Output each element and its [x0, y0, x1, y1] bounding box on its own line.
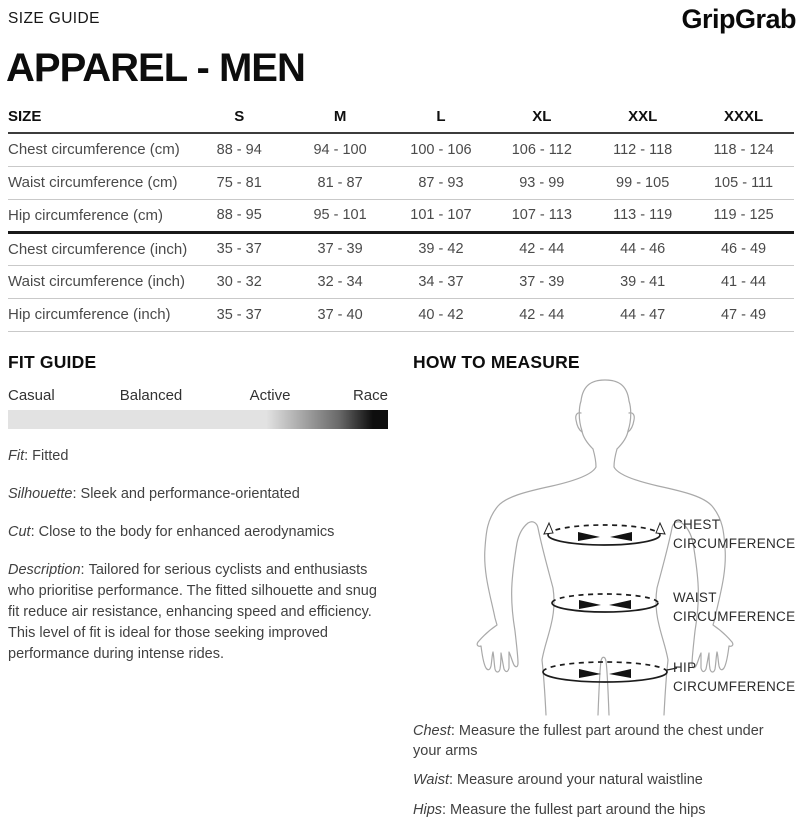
size-value-cell: 37 - 40 [290, 298, 391, 331]
size-value-cell: 81 - 87 [290, 166, 391, 199]
size-value-cell: 32 - 34 [290, 265, 391, 298]
spec-label: Cut [8, 524, 31, 541]
row-label: Chest circumference (cm) [8, 133, 189, 166]
size-value-cell: 39 - 41 [592, 265, 693, 298]
table-row-hip-cm [8, 199, 794, 232]
size-value-cell: 42 - 44 [491, 232, 592, 265]
size-value-cell: 47 - 49 [693, 298, 794, 331]
instruction-waist [413, 771, 775, 791]
row-label: Chest circumference (inch) [8, 232, 189, 265]
size-value-cell: 42 - 44 [491, 298, 592, 331]
column-header-size: SIZE [8, 101, 189, 133]
body-measurement-diagram [411, 373, 799, 718]
size-value-cell: 30 - 32 [189, 265, 290, 298]
chest-tape-dashed-arc [548, 525, 660, 535]
fit-guide-heading: FIT GUIDE [8, 352, 97, 372]
figure-inner-legs [598, 657, 609, 715]
size-value-cell: 119 - 125 [693, 199, 794, 232]
size-value-cell: 106 - 112 [491, 133, 592, 166]
spec-line-description [8, 560, 388, 665]
size-value-cell: 35 - 37 [189, 298, 290, 331]
column-header-l: L [391, 101, 492, 133]
spec-text: Sleek and performance-orientated [80, 486, 300, 503]
waist-circumference-label-line2: CIRCUMFERENCE [673, 609, 796, 624]
instruction-separator: : [442, 801, 447, 818]
waist-arrow-right [609, 600, 631, 609]
spec-separator: : [24, 448, 29, 464]
size-table [8, 101, 794, 332]
row-label: Hip circumference (cm) [8, 199, 189, 232]
hip-arrow-right [609, 669, 631, 678]
chest-tape-tip-left [544, 523, 553, 534]
spec-separator: : [72, 486, 77, 503]
fit-guide-section [8, 352, 388, 665]
figure-body-left [477, 449, 596, 715]
size-value-cell: 105 - 111 [693, 166, 794, 199]
size-value-cell: 87 - 93 [391, 166, 492, 199]
chest-arrow-right [610, 532, 632, 541]
size-value-cell: 99 - 105 [592, 166, 693, 199]
row-label: Hip circumference (inch) [8, 298, 189, 331]
spec-line-silhouette [8, 484, 388, 505]
spec-text: Fitted [32, 448, 69, 464]
instruction-text: Measure the fullest part around the hips [450, 801, 706, 818]
instruction-label: Waist [413, 772, 449, 789]
table-row-chest-cm [8, 133, 794, 166]
instruction-separator: : [449, 772, 454, 789]
size-value-cell: 37 - 39 [290, 232, 391, 265]
instruction-text: Measure around your natural waistline [457, 772, 703, 789]
hip-tape-measure [543, 662, 677, 682]
brand-logo: GripGrab [681, 4, 796, 34]
size-value-cell: 94 - 100 [290, 133, 391, 166]
instruction-separator: : [450, 723, 455, 739]
size-value-cell: 112 - 118 [592, 133, 693, 166]
size-value-cell: 75 - 81 [189, 166, 290, 199]
fit-gradient-bar [8, 410, 388, 429]
chest-circumference-label: CHEST [673, 517, 721, 532]
spec-line-fit [8, 446, 388, 467]
spec-label: Description [8, 562, 81, 579]
size-value-cell: 44 - 46 [592, 232, 693, 265]
table-row-waist-cm [8, 166, 794, 199]
size-value-cell: 88 - 94 [189, 133, 290, 166]
table-row-hip-inch [8, 298, 794, 331]
spec-line-cut [8, 522, 388, 543]
figure-body-right [614, 449, 733, 715]
spec-label: Fit [8, 448, 25, 464]
body-figure-svg [411, 373, 799, 718]
spec-label: Silhouette [8, 486, 73, 503]
instruction-label: Hips [413, 801, 443, 818]
figure-head-outline [579, 380, 631, 449]
hip-arrow-left [579, 669, 601, 678]
spec-text: Close to the body for enhanced aerodynamics [38, 524, 335, 541]
fit-scale-labels [8, 387, 388, 405]
size-value-cell: 118 - 124 [693, 133, 794, 166]
fit-scale-label-balanced: Balanced [119, 387, 183, 404]
how-to-measure-heading: HOW TO MEASURE [413, 352, 580, 372]
size-value-cell: 100 - 106 [391, 133, 492, 166]
chest-tape-tip-right [656, 523, 665, 534]
size-table-header-row [8, 101, 794, 133]
column-header-xxxl: XXXL [693, 101, 794, 133]
size-guide-label: SIZE GUIDE [8, 10, 100, 27]
fit-scale-label-casual: Casual [8, 387, 55, 404]
waist-arrow-left [579, 600, 601, 609]
how-to-measure-section [413, 352, 795, 373]
instruction-chest [413, 722, 775, 761]
instruction-text: Measure the fullest part around the chest under your arms [413, 723, 764, 759]
chest-circumference-label-line2: CIRCUMFERENCE [673, 536, 796, 551]
waist-tape-dashed-arc [552, 594, 658, 603]
row-label: Waist circumference (inch) [8, 265, 189, 298]
size-value-cell: 88 - 95 [189, 199, 290, 232]
instruction-label: Chest [413, 723, 451, 739]
waist-tape-measure [552, 594, 658, 612]
table-row-chest-inch [8, 232, 794, 265]
fit-scale-label-race: Race [352, 387, 388, 404]
row-label: Waist circumference (cm) [8, 166, 189, 199]
fit-scale-label-active: Active [249, 387, 291, 404]
hip-tape-dashed-arc [543, 662, 667, 672]
size-value-cell: 107 - 113 [491, 199, 592, 232]
hip-tape-solid-arc [543, 672, 667, 682]
spec-text: Tailored for serious cyclists and enthusiasts who prioritise performance. The fitted silhouette and snug fit reduce air resistance, enhancing speed and efficiency. This level of fit is ideal for those seeking improved performance during intense rides. [8, 562, 377, 663]
hip-circumference-label: HIP [673, 660, 697, 675]
instruction-hips [413, 801, 775, 820]
chest-tape-measure [544, 523, 665, 545]
size-value-cell: 41 - 44 [693, 265, 794, 298]
page-title: APPAREL - MEN [6, 46, 305, 90]
table-row-waist-inch [8, 265, 794, 298]
waist-tape-solid-arc [552, 603, 658, 612]
size-value-cell: 113 - 119 [592, 199, 693, 232]
size-value-cell: 34 - 37 [391, 265, 492, 298]
size-value-cell: 95 - 101 [290, 199, 391, 232]
waist-circumference-label: WAIST [673, 590, 717, 605]
size-value-cell: 39 - 42 [391, 232, 492, 265]
size-value-cell: 40 - 42 [391, 298, 492, 331]
column-header-s: S [189, 101, 290, 133]
spec-separator: : [80, 562, 85, 579]
hip-circumference-label-line2: CIRCUMFERENCE [673, 679, 796, 694]
size-value-cell: 46 - 49 [693, 232, 794, 265]
size-value-cell: 44 - 47 [592, 298, 693, 331]
spec-separator: : [30, 524, 35, 541]
size-value-cell: 93 - 99 [491, 166, 592, 199]
measure-instructions [413, 712, 775, 820]
size-value-cell: 35 - 37 [189, 232, 290, 265]
chest-arrow-left [578, 532, 600, 541]
column-header-m: M [290, 101, 391, 133]
chest-tape-solid-arc [548, 535, 660, 545]
size-value-cell: 37 - 39 [491, 265, 592, 298]
column-header-xl: XL [491, 101, 592, 133]
column-header-xxl: XXL [592, 101, 693, 133]
size-value-cell: 101 - 107 [391, 199, 492, 232]
